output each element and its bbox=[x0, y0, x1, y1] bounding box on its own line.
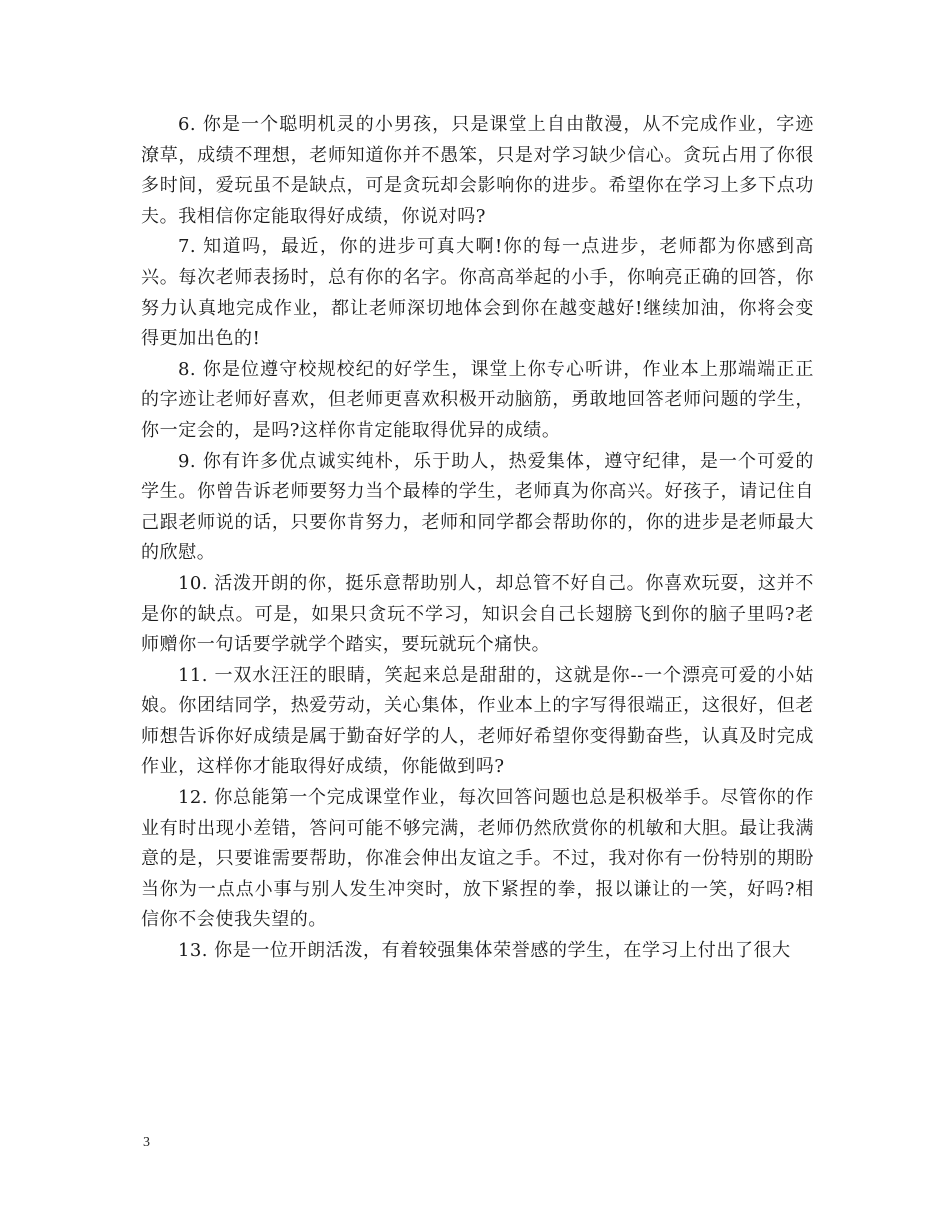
document-body bbox=[141, 110, 814, 967]
paragraph-number: 11. bbox=[178, 664, 208, 686]
paragraph-number: 13. bbox=[178, 940, 208, 962]
paragraph-13 bbox=[141, 936, 814, 967]
paragraph-number: 8. bbox=[178, 358, 196, 380]
paragraph-8 bbox=[141, 355, 814, 447]
paragraph-text: 你总能第一个完成课堂作业，每次回答问题也总是积极举手。尽管你的作业有时出现小差错，答问可能不够完满，老师仍然欣赏你的机敏和大胆。最让我满意的是，只要谁需要帮助，你准会伸出友谊之手。不过，我对你有一份特别的期盼当你为一点点小事与别人发生冲突时，放下紧捏的拳，报以谦让的一笑，好吗?相信你不会使我失望的。 bbox=[141, 787, 814, 931]
paragraph-11 bbox=[141, 661, 814, 783]
paragraph-number: 10. bbox=[178, 572, 208, 594]
paragraph-12 bbox=[141, 783, 814, 936]
paragraph-text: 你有许多优点诚实纯朴，乐于助人，热爱集体，遵守纪律，是一个可爱的学生。你曾告诉老师要努力当个最棒的学生，老师真为你高兴。好孩子，请记住自己跟老师说的话，只要你肯努力，老师和同学都会帮助你的，你的进步是老师最大的欣慰。 bbox=[141, 450, 814, 564]
paragraph-6 bbox=[141, 110, 814, 232]
paragraph-number: 6. bbox=[178, 114, 196, 135]
paragraph-text: 你是一位开朗活泼，有着较强集体荣誉感的学生，在学习上付出了很大 bbox=[214, 940, 791, 962]
paragraph-text: 活泼开朗的你，挺乐意帮助别人，却总管不好自己。你喜欢玩耍，这并不是你的缺点。可是，如果只贪玩不学习，知识会自己长翅膀飞到你的脑子里吗?老师赠你一句话要学就学个踏实，要玩就玩个痛快。 bbox=[141, 572, 814, 656]
paragraph-text: 你是位遵守校规校纪的好学生，课堂上你专心听讲，作业本上那端端正正的字迹让老师好喜欢，但老师更喜欢积极开动脑筋，勇敢地回答老师问题的学生，你一定会的，是吗?这样你肯定能取得优异的成绩。 bbox=[141, 358, 814, 441]
paragraph-number: 12. bbox=[178, 787, 208, 809]
paragraph-9 bbox=[141, 447, 814, 569]
paragraph-text: 你是一个聪明机灵的小男孩，只是课堂上自由散漫，从不完成作业，字迹潦草，成绩不理想，老师知道你并不愚笨，只是对学习缺少信心。贪玩占用了你很多时间，爱玩虽不是缺点，可是贪玩却会影响你的进步。希望你在学习上多下点功夫。我相信你定能取得好成绩，你说对吗? bbox=[141, 114, 814, 227]
paragraph-text: 一双水汪汪的眼睛，笑起来总是甜甜的，这就是你--一个漂亮可爱的小姑娘。你团结同学，热爱劳动，关心集体，作业本上的字写得很端正，这很好，但老师想告诉你好成绩是属于勤奋好学的人，老师好希望你变得勤奋些，认真及时完成作业，这样你才能取得好成绩，你能做到吗? bbox=[141, 664, 814, 778]
page-number: 3 bbox=[143, 1135, 150, 1150]
paragraph-number: 9. bbox=[178, 450, 196, 472]
paragraph-number: 7. bbox=[178, 236, 196, 258]
paragraph-7 bbox=[141, 232, 814, 354]
paragraph-10 bbox=[141, 569, 814, 661]
paragraph-text: 知道吗，最近，你的进步可真大啊!你的每一点进步，老师都为你感到高兴。每次老师表扬时，总有你的名字。你高高举起的小手，你响亮正确的回答，你努力认真地完成作业，都让老师深切地体会到你在越变越好!继续加油，你将会变得更加出色的! bbox=[141, 236, 815, 350]
